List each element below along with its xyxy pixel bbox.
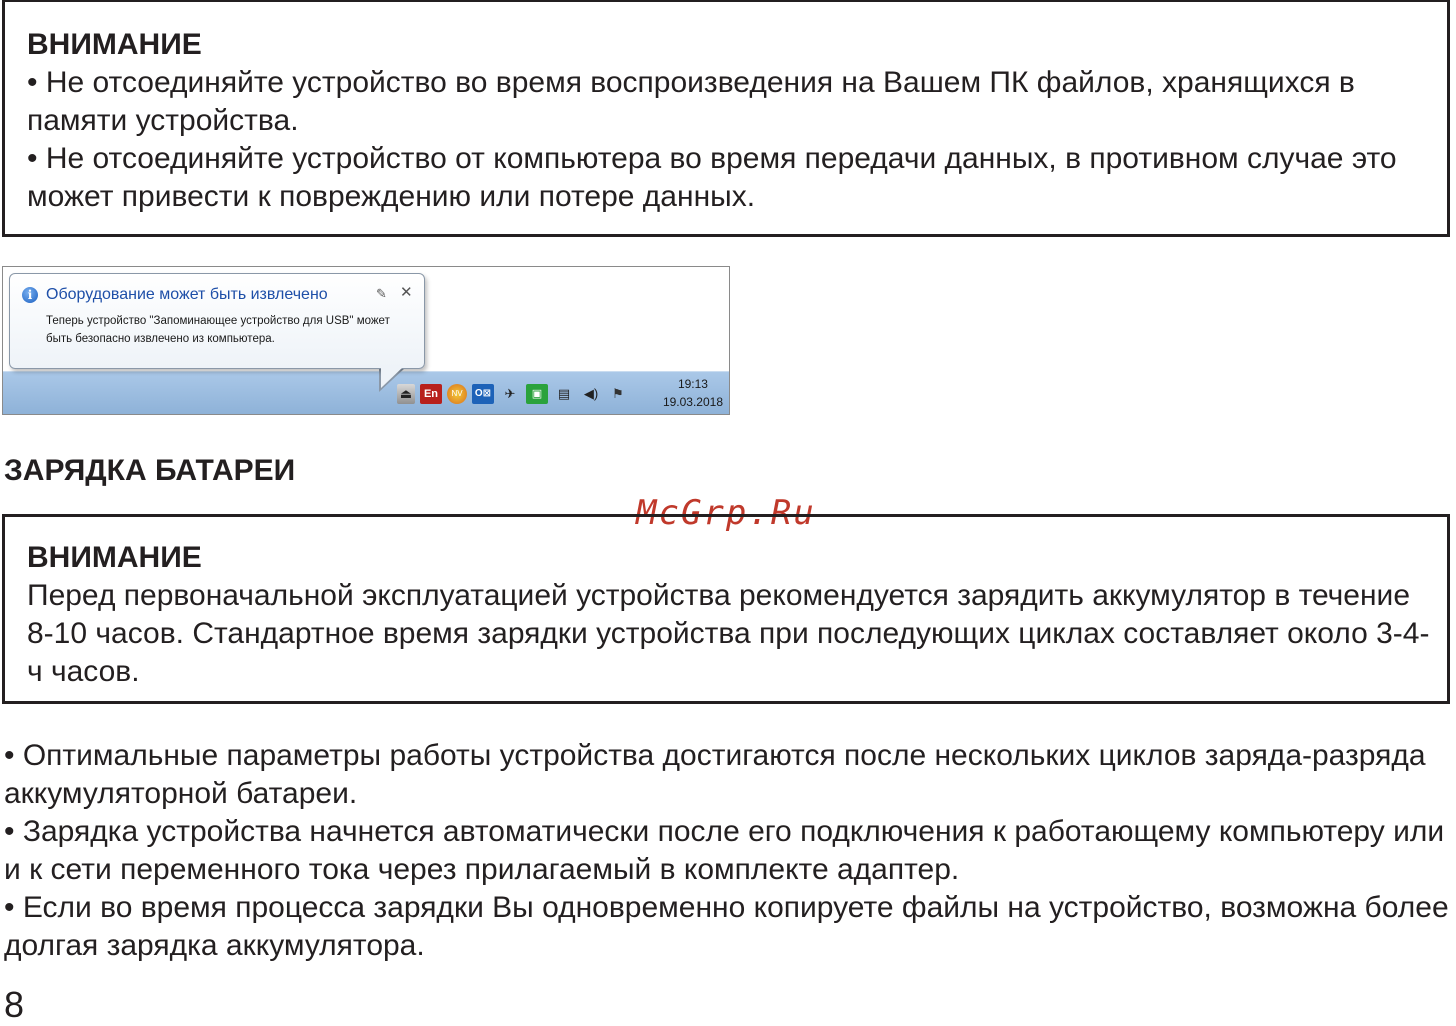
list-item: • Если во время процесса зарядки Вы одновременно копируете файлы на устройство, возможна более долгая зарядка аккумулятора. xyxy=(4,891,1449,962)
balloon-title: Оборудование может быть извлечено xyxy=(46,286,328,303)
tool-icon[interactable]: ✈ xyxy=(504,386,516,401)
list-item: • Зарядка устройства начнется автоматически после его подключения к работающему компьютеру или и к сети переменного тока через прилагаемый в комплекте адаптер. xyxy=(4,815,1445,886)
section-heading: ЗАРЯДКА БАТАРЕИ xyxy=(4,454,296,487)
page-number: 8 xyxy=(4,984,25,1025)
warning-title: ВНИМАНИЕ xyxy=(27,28,202,61)
language-icon[interactable]: En xyxy=(420,384,442,404)
network-status-icon[interactable]: ▣ xyxy=(526,384,548,404)
warning-item-2: • Не отсоединяйте устройство от компьютера во время передачи данных, в противном случае это может привести к повреждению или потере данных. xyxy=(27,142,1397,213)
wrench-icon[interactable]: ✎ xyxy=(376,286,387,301)
warning-title: ВНИМАНИЕ xyxy=(27,541,202,574)
flag-icon[interactable]: ⚑ xyxy=(612,386,624,401)
clock-time: 19:13 xyxy=(677,377,708,391)
warning-item-1: • Не отсоединяйте устройство во время воспроизведения на Вашем ПК файлов, хранящихся в памяти устройства. xyxy=(27,66,1355,137)
notification-balloon xyxy=(9,273,425,369)
warning-text: Перед первоначальной эксплуатацией устройства рекомендуется зарядить аккумулятор в течение 8-10 часов. Стандартное время зарядки устройства при последующих циклах составляет около 3-4-ч часов. xyxy=(27,579,1430,688)
watermark: McGrp.Ru xyxy=(636,493,816,533)
usb-eject-icon[interactable]: ⏏ xyxy=(397,384,415,404)
safe-removal-screenshot xyxy=(2,266,730,415)
balloon-text: Теперь устройство "Запоминающее устройство для USB" может быть безопасно извлечено из компьютера. xyxy=(46,315,390,345)
warning-box-2 xyxy=(2,514,1450,704)
volume-icon[interactable]: ◀) xyxy=(583,386,599,401)
bullet-list xyxy=(4,737,1452,965)
nvidia-icon[interactable]: NV xyxy=(447,384,467,404)
outlook-icon[interactable]: O⊠ xyxy=(472,384,494,404)
list-item: • Оптимальные параметры работы устройства достигаются после нескольких циклов заряда-разряда аккумуляторной батареи. xyxy=(4,739,1426,810)
monitor-icon[interactable]: ▤ xyxy=(557,386,571,401)
close-icon[interactable]: ✕ xyxy=(400,284,413,301)
tray-clock[interactable] xyxy=(663,375,723,411)
clock-date: 19.03.2018 xyxy=(662,395,723,409)
warning-box-1 xyxy=(2,0,1450,237)
info-icon: i xyxy=(22,287,38,303)
system-tray xyxy=(397,383,629,405)
